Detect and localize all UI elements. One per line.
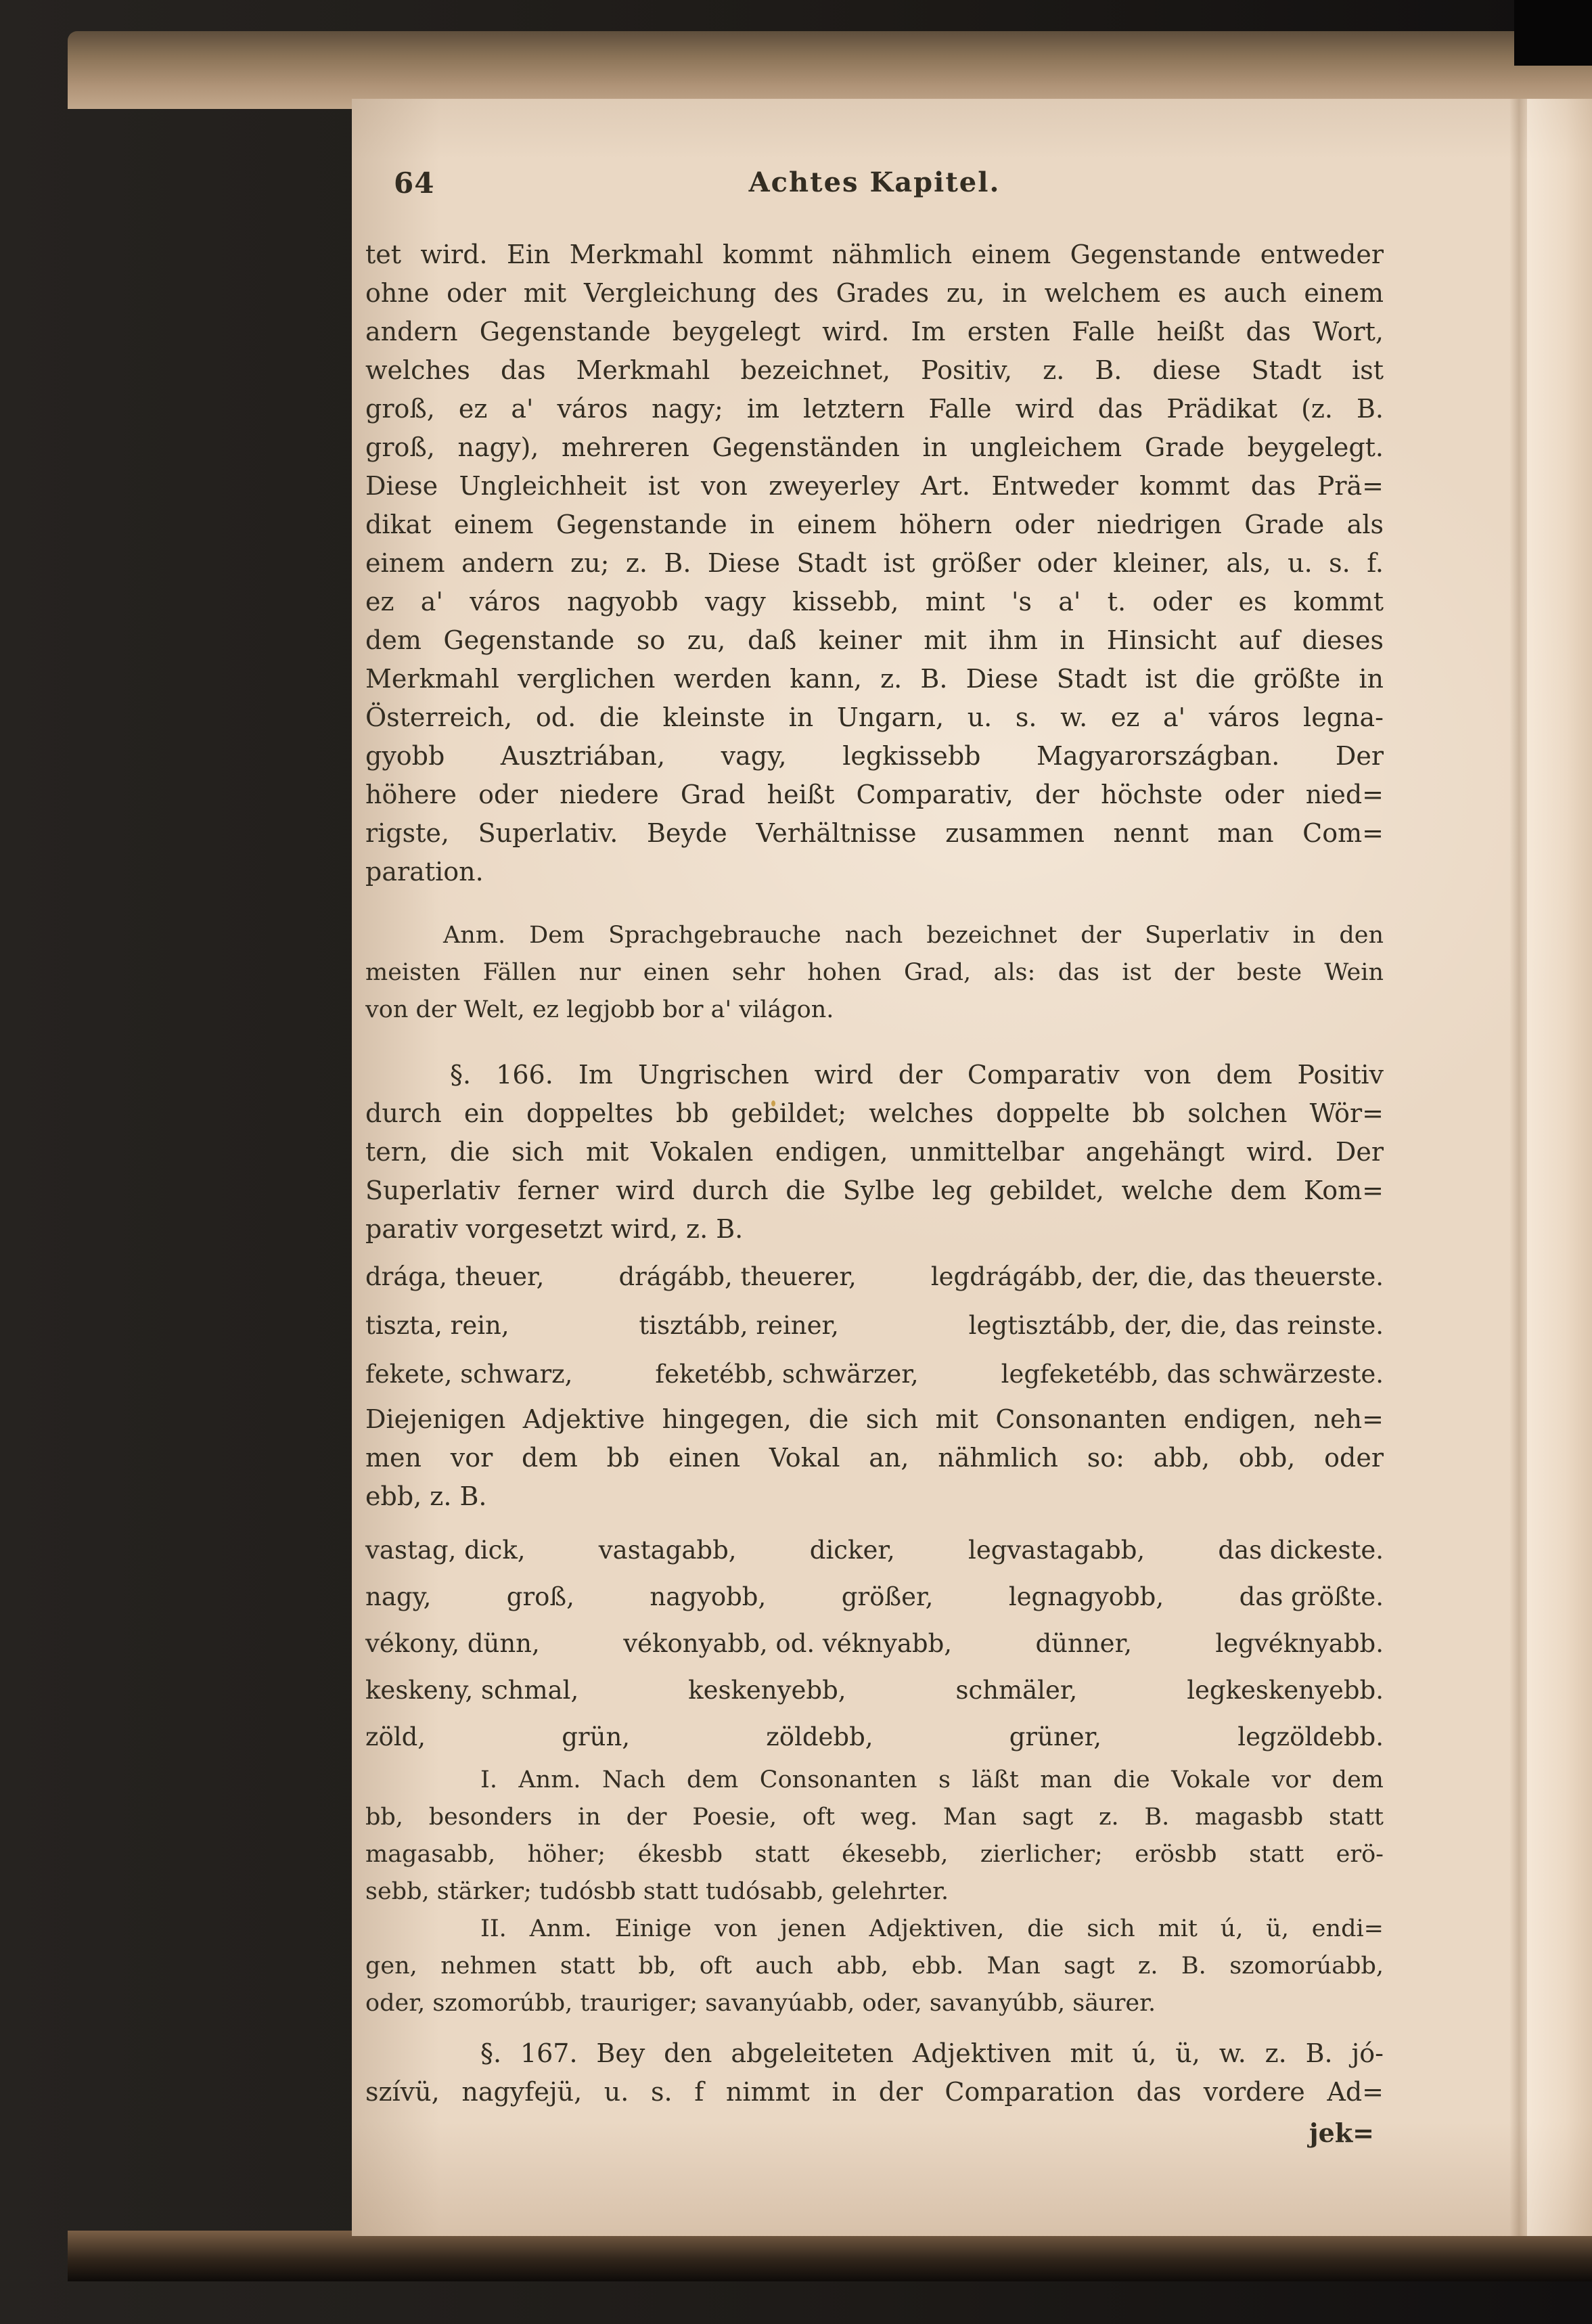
table-cell: vastagabb, bbox=[598, 1536, 737, 1565]
text-line: meisten Fällen nur einen sehr hohen Grad, als: das ist der beste Wein bbox=[365, 959, 1384, 986]
page-surface bbox=[352, 99, 1592, 2236]
text-line: §. 167. Bey den abgeleiteten Adjektiven mit ú, ü, w. z. B. jó- bbox=[480, 2038, 1384, 2068]
paragraph bbox=[365, 917, 1384, 1029]
table-row bbox=[365, 1350, 1384, 1399]
table-cell: nagyobb, bbox=[650, 1582, 767, 1611]
table-cell: das dickeste. bbox=[1218, 1536, 1384, 1565]
text-line: groß, nagy), mehreren Gegenständen in ungleichem Grade beygelegt. bbox=[365, 432, 1384, 462]
text-line: paration. bbox=[365, 857, 484, 887]
text-line: welches das Merkmahl bezeichnet, Positiv, z. B. diese Stadt ist bbox=[365, 355, 1384, 385]
text-line: Merkmahl verglichen werden kann, z. B. Diese Stadt ist die größte in bbox=[365, 664, 1384, 694]
text-line: Superlativ ferner wird durch die Sylbe leg gebildet, welche dem Kom= bbox=[365, 1176, 1384, 1205]
text-line: §. 166. Im Ungrischen wird der Comparativ von dem Positiv bbox=[450, 1060, 1384, 1090]
text-line: groß, ez a' város nagy; im letztern Falle wird das Prädikat (z. B. bbox=[365, 394, 1384, 424]
text-line: ez a' város nagyobb vagy kissebb, mint 's a' t. oder es kommt bbox=[365, 587, 1384, 617]
paragraph bbox=[365, 1056, 1384, 1249]
text-line: andern Gegenstande beygelegt wird. Im ersten Falle heißt das Wort, bbox=[365, 317, 1384, 347]
table-cell: tiszta, rein, bbox=[365, 1311, 509, 1340]
page-fold-band bbox=[1527, 99, 1592, 2236]
table-cell: nagy, bbox=[365, 1582, 432, 1611]
table-cell: legdrágább, der, die, das theuerste. bbox=[930, 1262, 1384, 1291]
table-cell: vastag, dick, bbox=[365, 1536, 526, 1565]
table-cell: legzöldebb. bbox=[1237, 1722, 1384, 1751]
table-row bbox=[365, 1253, 1384, 1301]
text-line: rigste, Superlativ. Beyde Verhältnisse zusammen nennt man Com= bbox=[365, 818, 1384, 848]
text-line: höhere oder niedere Grad heißt Comparativ, der höchste oder nied= bbox=[365, 780, 1384, 809]
table-cell: legvastagabb, bbox=[968, 1536, 1145, 1565]
paragraph bbox=[365, 1762, 1384, 1910]
table-cell: größer, bbox=[841, 1582, 934, 1611]
table-cell: groß, bbox=[506, 1582, 574, 1611]
text-line: von der Welt, ez legjobb bor a' világon. bbox=[365, 996, 834, 1023]
paragraph bbox=[365, 2034, 1384, 2111]
table-cell: legvéknyabb. bbox=[1215, 1629, 1384, 1658]
book-cover-edge bbox=[68, 76, 222, 2254]
page-number: 64 bbox=[394, 166, 435, 200]
text-line: gyobb Ausztriában, vagy, legkissebb Magyarországban. Der bbox=[365, 741, 1384, 771]
background-corner bbox=[1514, 0, 1592, 66]
table-cell: schmäler, bbox=[955, 1676, 1078, 1705]
text-line: Diejenigen Adjektive hingegen, die sich mit Consonanten endigen, neh= bbox=[365, 1404, 1384, 1434]
text-line: einem andern zu; z. B. Diese Stadt ist größer oder kleiner, als, u. s. f. bbox=[365, 548, 1384, 578]
text-line: tet wird. Ein Merkmahl kommt nähmlich einem Gegenstande entweder bbox=[365, 240, 1384, 269]
text-line: durch ein doppeltes bb gebildet; welches doppelte bb solchen Wör= bbox=[365, 1098, 1384, 1128]
text-line: dem Gegenstande so zu, daß keiner mit ihm in Hinsicht auf dieses bbox=[365, 625, 1384, 655]
text-line: ebb, z. B. bbox=[365, 1481, 487, 1511]
text-line: szívü, nagyfejü, u. s. f nimmt in der Comparation das vordere Ad= bbox=[365, 2077, 1384, 2107]
table-cell: zöld, bbox=[365, 1722, 426, 1751]
table-row bbox=[365, 1667, 1384, 1714]
table-row bbox=[365, 1573, 1384, 1620]
text-line: Anm. Dem Sprachgebrauche nach bezeichnet der Superlativ in den bbox=[443, 922, 1384, 949]
text-line: Diese Ungleichheit ist von zweyerley Art. Entweder kommt das Prä= bbox=[365, 471, 1384, 501]
table-row bbox=[365, 1527, 1384, 1573]
text-line: tern, die sich mit Vokalen endigen, unmittelbar angehängt wird. Der bbox=[365, 1137, 1384, 1167]
table-cell: dünner, bbox=[1035, 1629, 1132, 1658]
table-cell: das größte. bbox=[1239, 1582, 1384, 1611]
page-bottom-shadow bbox=[68, 2231, 1592, 2281]
text-line: II. Anm. Einige von jenen Adjektiven, die sich mit ú, ü, endi= bbox=[480, 1915, 1384, 1942]
running-head bbox=[365, 166, 1384, 202]
table-cell: tisztább, reiner, bbox=[639, 1311, 839, 1340]
table-cell: zöldebb, bbox=[766, 1722, 873, 1751]
page-crease bbox=[1509, 99, 1527, 2236]
table-cell: legfeketébb, das schwärzeste. bbox=[1001, 1360, 1384, 1389]
table-cell: keskenyebb, bbox=[688, 1676, 846, 1705]
text-line: sebb, stärker; tudósbb statt tudósabb, gelehrter. bbox=[365, 1878, 949, 1905]
table-cell: fekete, schwarz, bbox=[365, 1360, 573, 1389]
text-line: ohne oder mit Vergleichung des Grades zu, in welchem es auch einem bbox=[365, 278, 1384, 308]
paragraph bbox=[365, 1400, 1384, 1516]
table-row bbox=[365, 1714, 1384, 1760]
table-cell: drágább, theuerer, bbox=[618, 1262, 857, 1291]
table-cell: grüner, bbox=[1009, 1722, 1102, 1751]
text-line: parativ vorgesetzt wird, z. B. bbox=[365, 1214, 744, 1244]
table-cell: dicker, bbox=[809, 1536, 895, 1565]
text-line: gen, nehmen statt bb, oft auch abb, ebb. Man sagt z. B. szomorúabb, bbox=[365, 1952, 1384, 1980]
text-line: dikat einem Gegenstande in einem höhern oder niedrigen Grade als bbox=[365, 510, 1384, 539]
table-cell: vékonyabb, od. véknyabb, bbox=[623, 1629, 953, 1658]
text-line: Österreich, od. die kleinste in Ungarn, u. s. w. ez a' város legna- bbox=[365, 702, 1384, 732]
table-cell: keskeny, schmal, bbox=[365, 1676, 579, 1705]
text-line: oder, szomorúbb, trauriger; savanyúabb, oder, savanyúbb, säurer. bbox=[365, 1990, 1156, 2017]
table-row bbox=[365, 1301, 1384, 1350]
table-cell: feketébb, schwärzer, bbox=[655, 1360, 919, 1389]
text-line: bb, besonders in der Poesie, oft weg. Man sagt z. B. magasbb statt bbox=[365, 1804, 1384, 1831]
paragraph bbox=[365, 1910, 1384, 2022]
comparison-table bbox=[365, 1527, 1384, 1760]
text-block bbox=[365, 99, 1384, 2151]
table-cell: legkeskenyebb. bbox=[1187, 1676, 1384, 1705]
text-line: men vor dem bb einen Vokal an, nähmlich so: abb, obb, oder bbox=[365, 1443, 1384, 1473]
table-cell: legnagyobb, bbox=[1008, 1582, 1164, 1611]
table-cell: legtisztább, der, die, das reinste. bbox=[968, 1311, 1384, 1340]
table-cell: grün, bbox=[562, 1722, 631, 1751]
table-row bbox=[365, 1620, 1384, 1667]
paragraph bbox=[365, 236, 1384, 891]
table-cell: vékony, dünn, bbox=[365, 1629, 540, 1658]
table-cell: drága, theuer, bbox=[365, 1262, 545, 1291]
comparison-table bbox=[365, 1253, 1384, 1399]
chapter-header: Achtes Kapitel. bbox=[748, 166, 1001, 198]
catchword: jek= bbox=[1309, 2118, 1374, 2148]
page-stack-edges bbox=[221, 87, 355, 2248]
text-line: I. Anm. Nach dem Consonanten s läßt man die Vokale vor dem bbox=[480, 1766, 1384, 1793]
text-line: magasabb, höher; ékesbb statt ékesebb, zierlicher; erösbb statt erö- bbox=[365, 1841, 1384, 1868]
